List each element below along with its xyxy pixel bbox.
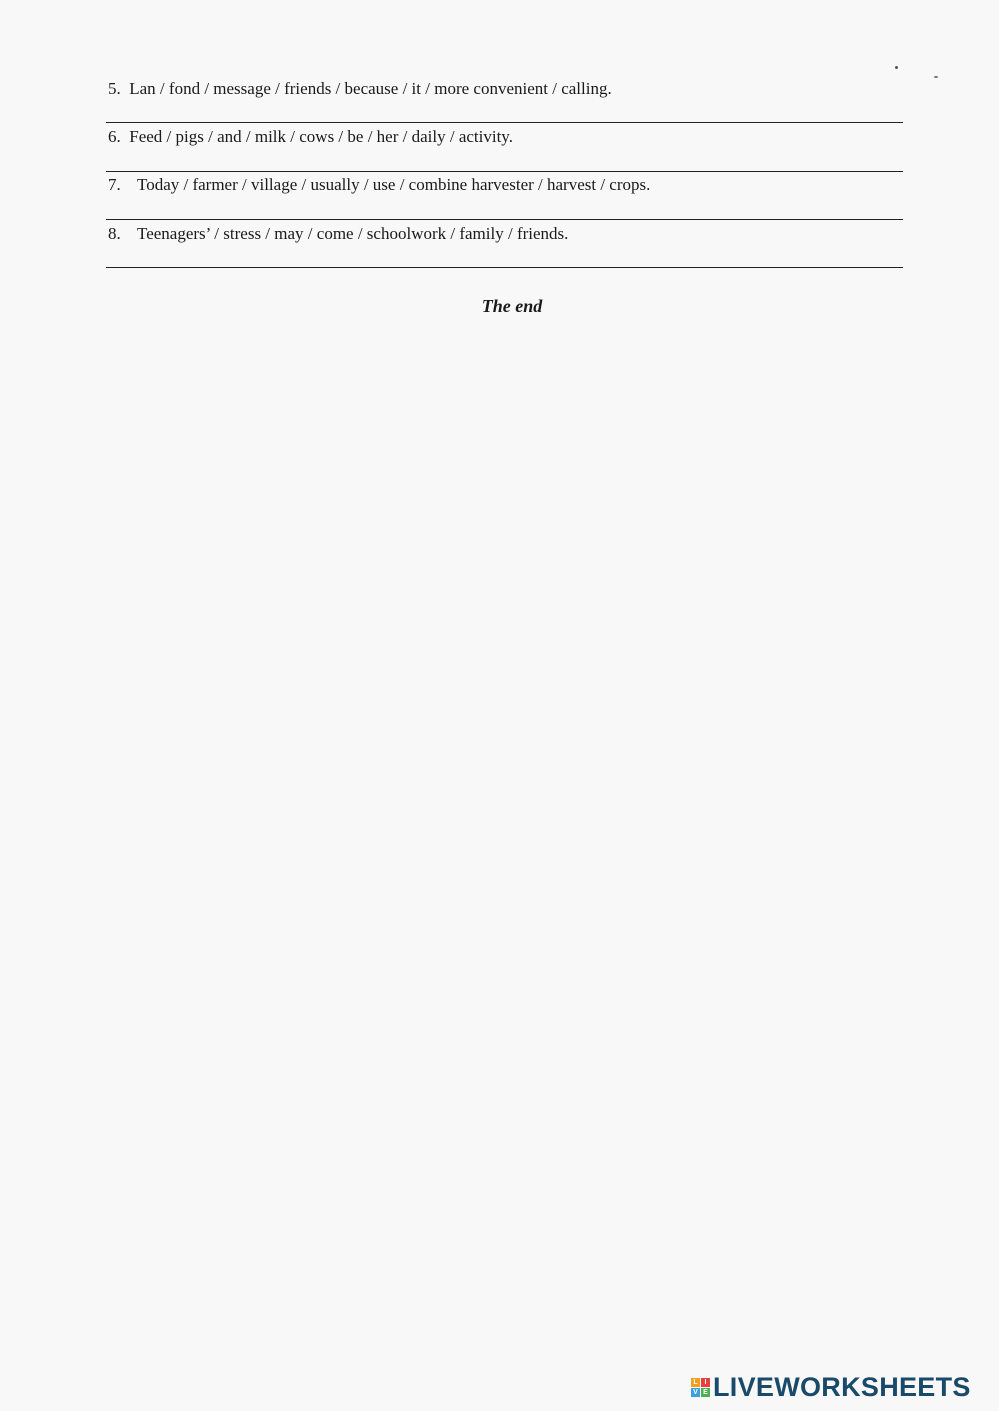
logo-letter: L	[691, 1378, 700, 1387]
question-5	[108, 79, 612, 99]
question-prompt: Lan / fond / message / friends / because / it / more convenient / calling.	[129, 79, 612, 98]
question-number: 7.	[108, 175, 121, 194]
logo-letter: I	[701, 1378, 710, 1387]
liveworksheets-logo	[691, 1373, 971, 1401]
question-number: 6.	[108, 127, 125, 146]
question-8	[108, 224, 568, 244]
brand-name: LIVEWORKSHEETS	[713, 1372, 971, 1402]
answer-line-5[interactable]	[106, 122, 903, 123]
question-7	[108, 175, 650, 195]
answer-line-7[interactable]	[106, 219, 903, 220]
answer-line-8[interactable]	[106, 267, 903, 268]
logo-letter: E	[701, 1388, 710, 1397]
question-number: 8.	[108, 224, 121, 243]
answer-line-6[interactable]	[106, 171, 903, 172]
scan-speck	[934, 76, 938, 78]
question-number: 5.	[108, 79, 125, 98]
question-prompt: Teenagers’ / stress / may / come / schoolwork / family / friends.	[137, 224, 569, 243]
scan-speck	[895, 66, 898, 69]
question-6	[108, 127, 513, 147]
question-prompt: Feed / pigs / and / milk / cows / be / her / daily / activity.	[129, 127, 513, 146]
closing-text: The end	[481, 296, 543, 316]
logo-letter: V	[691, 1388, 700, 1397]
question-prompt: Today / farmer / village / usually / use / combine harvester / harvest / crops.	[137, 175, 651, 194]
live-logo-icon	[691, 1378, 710, 1397]
